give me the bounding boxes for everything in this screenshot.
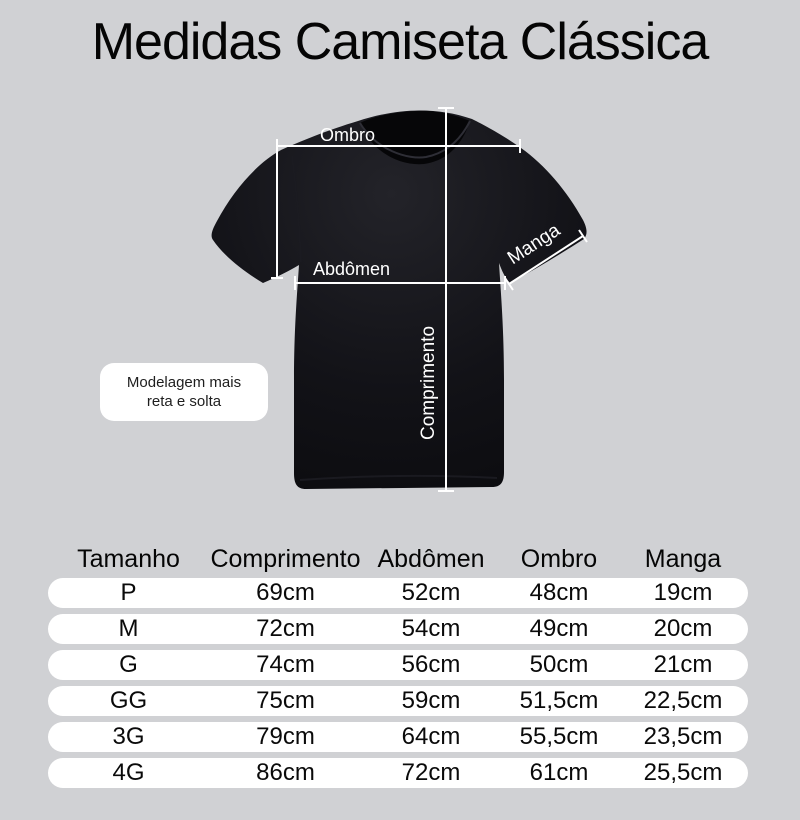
- comprimento-label: Comprimento: [418, 325, 439, 441]
- comprimento-value: 69cm: [256, 579, 315, 606]
- size-value: 3G: [112, 723, 145, 750]
- ombro-value: 51,5cm: [519, 687, 599, 714]
- abdomen-value: 52cm: [401, 579, 461, 606]
- abdomen-value: 59cm: [401, 687, 461, 714]
- fit-note: [100, 363, 268, 421]
- comprimento-value: 79cm: [256, 723, 315, 750]
- tshirt-silhouette: [212, 110, 587, 489]
- size-table-header: [48, 545, 748, 573]
- header-ombro: Ombro: [520, 545, 598, 573]
- manga-value: 20cm: [653, 615, 713, 642]
- table-row-3g: [48, 722, 748, 752]
- manga-value: 23,5cm: [643, 723, 723, 750]
- table-row-4g: [48, 758, 748, 788]
- abdomen-label: Abdômen: [313, 259, 391, 279]
- manga-value: 22,5cm: [643, 687, 723, 714]
- header-abdomen: Abdômen: [377, 545, 485, 573]
- table-row-gg: [48, 686, 748, 716]
- size-table-rows: [48, 578, 748, 794]
- ombro-value: 48cm: [529, 579, 589, 606]
- comprimento-value: 75cm: [256, 687, 315, 714]
- manga-value: 25,5cm: [643, 759, 723, 786]
- table-row-p: [48, 578, 748, 608]
- comprimento-value: 86cm: [256, 759, 315, 786]
- header-manga: Manga: [644, 545, 722, 573]
- header-comprimento: Comprimento: [210, 545, 361, 573]
- abdomen-value: 64cm: [401, 723, 461, 750]
- size-value: GG: [109, 687, 148, 714]
- ombro-value: 55,5cm: [519, 723, 599, 750]
- comprimento-value: 74cm: [256, 651, 315, 678]
- table-row-m: [48, 614, 748, 644]
- fit-note-line1: Modelagem mais: [126, 374, 242, 391]
- size-value: G: [119, 651, 138, 678]
- abdomen-value: 72cm: [401, 759, 461, 786]
- ombro-label: Ombro: [320, 125, 376, 145]
- manga-value: 21cm: [653, 651, 713, 678]
- comprimento-value: 72cm: [256, 615, 315, 642]
- manga-label: Manga: [503, 219, 565, 270]
- abdomen-value: 54cm: [401, 615, 461, 642]
- fit-note-line2: reta e solta: [146, 393, 222, 410]
- page-title: Medidas Camiseta Clássica: [91, 13, 709, 71]
- abdomen-value: 56cm: [401, 651, 461, 678]
- tshirt-measurement-diagram: [100, 95, 620, 525]
- ombro-value: 49cm: [529, 615, 589, 642]
- table-row-g: [48, 650, 748, 680]
- ombro-value: 50cm: [529, 651, 589, 678]
- size-value: P: [120, 579, 137, 606]
- manga-value: 19cm: [653, 579, 713, 606]
- size-value: M: [118, 615, 139, 642]
- size-value: 4G: [112, 759, 145, 786]
- header-tamanho: Tamanho: [77, 545, 180, 573]
- ombro-value: 61cm: [529, 759, 589, 786]
